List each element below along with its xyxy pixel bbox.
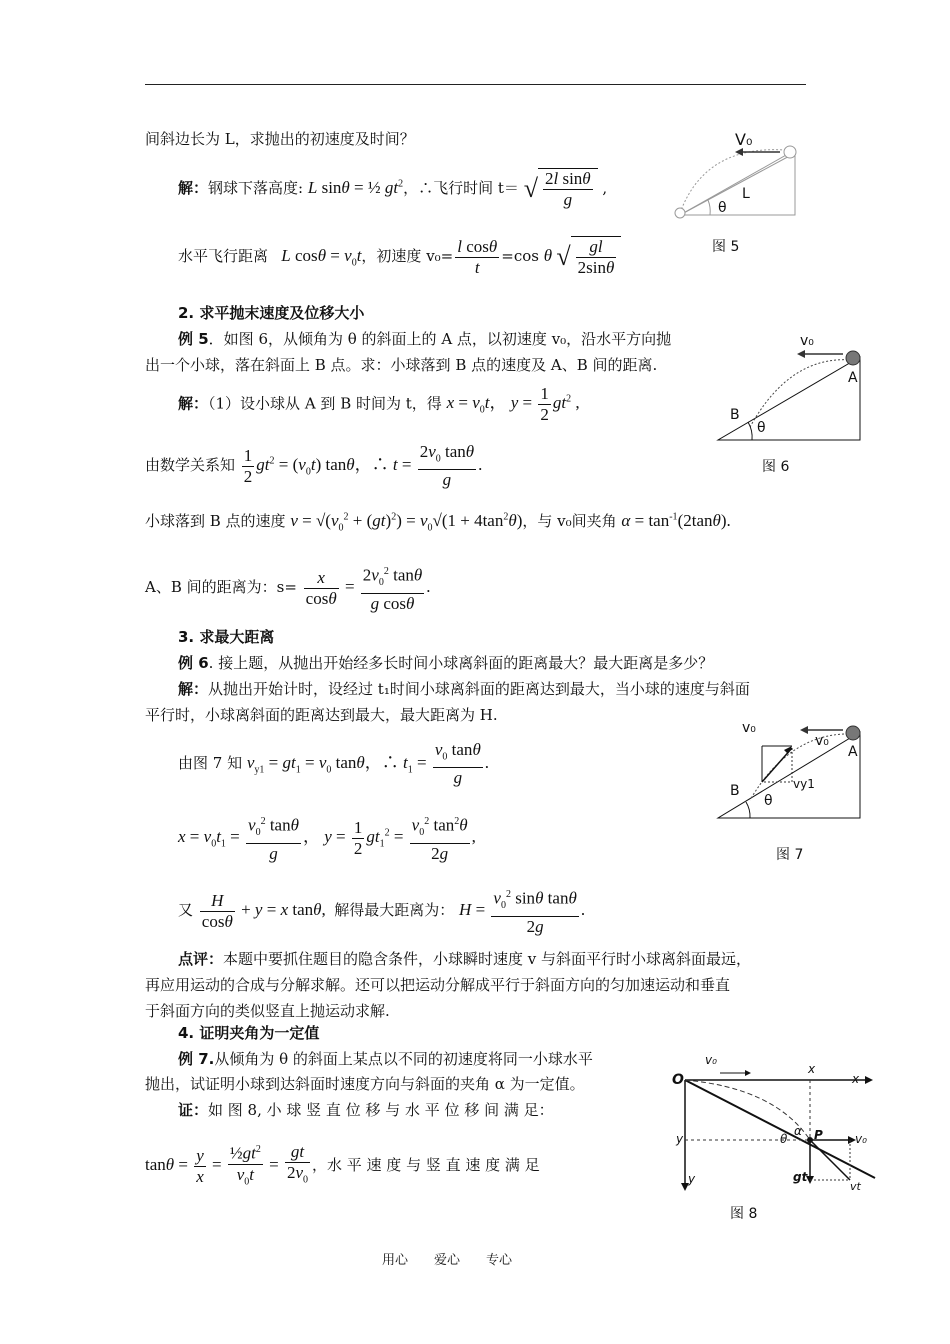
- s4-example-line2: 抛出，试证明小球到达斜面时速度方向与斜面的夹角 α 为一定值。: [145, 1075, 585, 1093]
- s2-eq-angle: $\alpha = \tan^{-1}(2\tan\theta)$.: [621, 511, 731, 530]
- fig7-caption: 图 7: [776, 847, 804, 863]
- s3-solution-line2: 平行时，小球离斜面的距离达到最大，最大距离为 H.: [145, 706, 498, 724]
- s3-eq-line3: [178, 885, 585, 937]
- s1-text-c: 水平飞行距离: [178, 246, 269, 265]
- fig8-x-top-label: x: [808, 1062, 816, 1076]
- fig8-v0-label: v₀: [705, 1053, 717, 1067]
- fig8-y-label: y: [676, 1132, 684, 1146]
- s3-solution-line1: [178, 678, 750, 699]
- fig6-theta-label: θ: [757, 420, 766, 436]
- figure-7: [710, 720, 870, 825]
- s3-comment-line2: 再应用运动的合成与分解求解。还可以把运动分解成平行于斜面方向的匀加速运动和垂直: [145, 976, 731, 994]
- s2-heading: 2. 求平抛末速度及位移大小: [178, 304, 365, 322]
- s3-text-c: 解得最大距离为：: [334, 900, 455, 919]
- s2-text-e: A、B 间的距离为：s=: [145, 577, 297, 596]
- fig7-B-label: B: [730, 783, 740, 799]
- s1-eq-v0-sqrt: θ √ $\frac{gl}{2\sin\theta}$: [544, 246, 622, 265]
- s3-heading: 3. 求最大距离: [178, 628, 275, 646]
- s1-solution-line: 解：钢球下落高度: L sinθ = ½ $gt^2$，∴飞行时间 t＝ √ $\frac{\text{2l sinθ}}{g}$ ,: [178, 169, 608, 209]
- fig7-vy1-label: vy1: [793, 777, 815, 791]
- fig8-caption: 图 8: [730, 1206, 758, 1222]
- s4-text-b: ，水 平 速 度 与 竖 直 速 度 满 足: [312, 1155, 540, 1174]
- s2-eq-x: $x = v_0t$， y = $\frac{1}{2}$ $gt^2$ ,: [446, 384, 580, 424]
- s2-eq-velocity: $v = √(v_0^2 + (gt)^2) = v_0√(1 + 4\tan^2\theta)$: [290, 511, 523, 534]
- fig8-x-axis-label: x: [852, 1072, 860, 1086]
- s2-text-b: 由数学关系知: [145, 456, 236, 475]
- fig6-A-label: A: [848, 370, 858, 386]
- s4-example-label: 例 7.: [178, 1050, 215, 1068]
- fig8-vt-label: vt: [850, 1180, 861, 1193]
- s3-solution-text1: 从抛出开始计时，设经过 t₁时间小球离斜面的距离达到最大，当小球的速度与斜面: [208, 680, 750, 698]
- fig8-alpha-label: α: [794, 1124, 802, 1138]
- s4-proof-line2: [145, 1140, 540, 1192]
- s3-example-text: . 接上题，从抛出开始经多长时间小球离斜面的距离最大？最大距离是多少？: [208, 654, 714, 672]
- fig8-theta-label: θ: [780, 1132, 788, 1146]
- s2-solution-line4: [145, 562, 430, 614]
- s1-velocity-line: [178, 236, 621, 278]
- s3-eq-line1: [178, 740, 489, 788]
- page-footer: 用心 爱心 专心: [382, 1253, 513, 1268]
- solution-label: 解：: [178, 178, 209, 197]
- s3-eq-line2: [178, 812, 476, 864]
- s2-example-line2: 出一个小球，落在斜面上 B 点。求：小球落到 B 点的速度及 A、B 间的距离.: [145, 356, 658, 374]
- s2-example-label: 例 5: [178, 330, 209, 348]
- solution-label: 解：: [178, 394, 209, 413]
- s3-comment-line3: 于斜面方向的类似竖直上抛运动求解.: [145, 1002, 390, 1020]
- fig7-v0-label-right: v₀: [815, 733, 829, 749]
- s3-eq-xy: $x = v_0t_1$ = $\frac{v_0^2 \tan\theta}{g}$ ， y = $\frac{1}{2}$ $gt_1^2$ = $\frac{v_0^2 \tan^2\theta}{2g}$ ,: [178, 827, 476, 846]
- s4-example-line1: [178, 1048, 593, 1069]
- fig5-v0-label: V₀: [735, 130, 753, 149]
- header-rule: [145, 84, 806, 85]
- s1-eq-time: √ $\frac{\text{2l sinθ}}{g}$: [524, 178, 598, 197]
- s2-text-d: ，与 v₀间夹角: [522, 512, 617, 530]
- s1-eq-height: L sinθ = ½ $gt^2$: [307, 177, 404, 197]
- s2-solution-line1: [178, 384, 580, 425]
- s3-example-label: 例 6: [178, 654, 209, 672]
- s3-example-line: [178, 652, 713, 673]
- s1-text-b: ，∴飞行时间 t＝: [403, 178, 519, 197]
- fig7-A-label: A: [848, 744, 858, 760]
- fig5-L-label: L: [742, 186, 750, 202]
- s3-comment-line1: [178, 948, 751, 969]
- s2-eq-relation: $\frac{1}{2}$ $gt^2 = (v_0t)$ tanθ，∴ t = $\frac{2v_0 \tan\theta}{g}$ .: [243, 442, 483, 490]
- fig8-O-label: O: [672, 1072, 684, 1088]
- figure-6: [710, 335, 870, 450]
- s2-eq-distance: $\frac{x}{\cos\theta}$ = $\frac{2v_0^2 \tan\theta}{\text{g cosθ}}$ .: [302, 577, 431, 596]
- solution-label: 解：: [178, 680, 209, 698]
- s4-example-text1: 从倾角为 θ 的斜面上某点以不同的初速度将同一小球水平: [214, 1050, 593, 1068]
- s2-text-c: 小球落到 B 点的速度: [145, 512, 286, 530]
- s2-solution-line3: [145, 510, 731, 533]
- fig5-caption: 图 5: [712, 239, 740, 255]
- s1-text-d: ，初速度 v₀=: [361, 246, 454, 265]
- s2-example-line1: [178, 328, 671, 349]
- s1-eq-horizontal: L $\cos\theta = v_0t$: [281, 245, 362, 269]
- s1-text-e: =cos: [501, 246, 539, 265]
- s1-text-a: 钢球下落高度:: [208, 178, 304, 197]
- proof-label: 证：: [178, 1101, 209, 1119]
- fig8-y-axis-label: y: [688, 1172, 696, 1186]
- figure-8: [665, 1048, 880, 1198]
- s3-text-a: 由图 7 知: [178, 754, 243, 773]
- s3-eq-H: $\frac{H}{\cos\theta}$ + y = x tanθ,: [201, 890, 335, 931]
- s3-text-b: 又: [178, 900, 194, 919]
- s4-proof-line1: [178, 1099, 554, 1120]
- comment-label: 点评：: [178, 950, 224, 968]
- fig8-gt-label: gt: [793, 1170, 808, 1184]
- s3-eq-vy1: $v_{y1} = gt_1 = v_0$ tanθ，∴ $t_1$ = $\frac{v_0 \tan\theta}{g}$ .: [246, 740, 490, 788]
- s4-proof-text1: 如 图 8, 小 球 竖 直 位 移 与 水 平 位 移 间 满 足：: [208, 1101, 554, 1119]
- fig6-B-label: B: [730, 407, 740, 423]
- fig7-theta-label: θ: [764, 793, 773, 809]
- fig8-v0-right-label: v₀: [855, 1132, 867, 1146]
- fig6-v0-label: v₀: [800, 333, 814, 349]
- s1-eq-v0-frac: $\frac{\text{l cosθ}}{t}$: [457, 236, 498, 277]
- s2-solution-line2: [145, 442, 482, 490]
- fig7-v0-label-left: v₀: [742, 720, 756, 736]
- s1-question-line: 间斜边长为 L，求抛出的初速度及时间？: [145, 130, 415, 148]
- s2-text-a: （1）设小球从 A 到 B 时间为 t，得: [208, 394, 442, 413]
- s3-comment-text1: 本题中要抓住题目的隐含条件，小球瞬时速度 v 与斜面平行时小球离斜面最远，: [223, 950, 752, 968]
- fig5-theta-label: θ: [718, 200, 727, 216]
- s2-example-text1: ．如图 6，从倾角为 θ 的斜面上的 A 点，以初速度 v₀，沿水平方向抛: [208, 330, 672, 348]
- s4-eq-tan: tanθ = $\frac{y}{x}$ = $\frac{\frac{1}{2}gt^2}{v_0t}$ = $\frac{gt}{2v_0}$: [145, 1141, 308, 1188]
- fig6-caption: 图 6: [762, 459, 790, 475]
- s4-heading: 4. 证明夹角为一定值: [178, 1024, 320, 1042]
- fig8-P-label: P: [814, 1128, 823, 1142]
- s3-eq-Hmax: H = $\frac{v_0^2 \sin\theta \tan\theta}{2g}$ .: [459, 900, 585, 919]
